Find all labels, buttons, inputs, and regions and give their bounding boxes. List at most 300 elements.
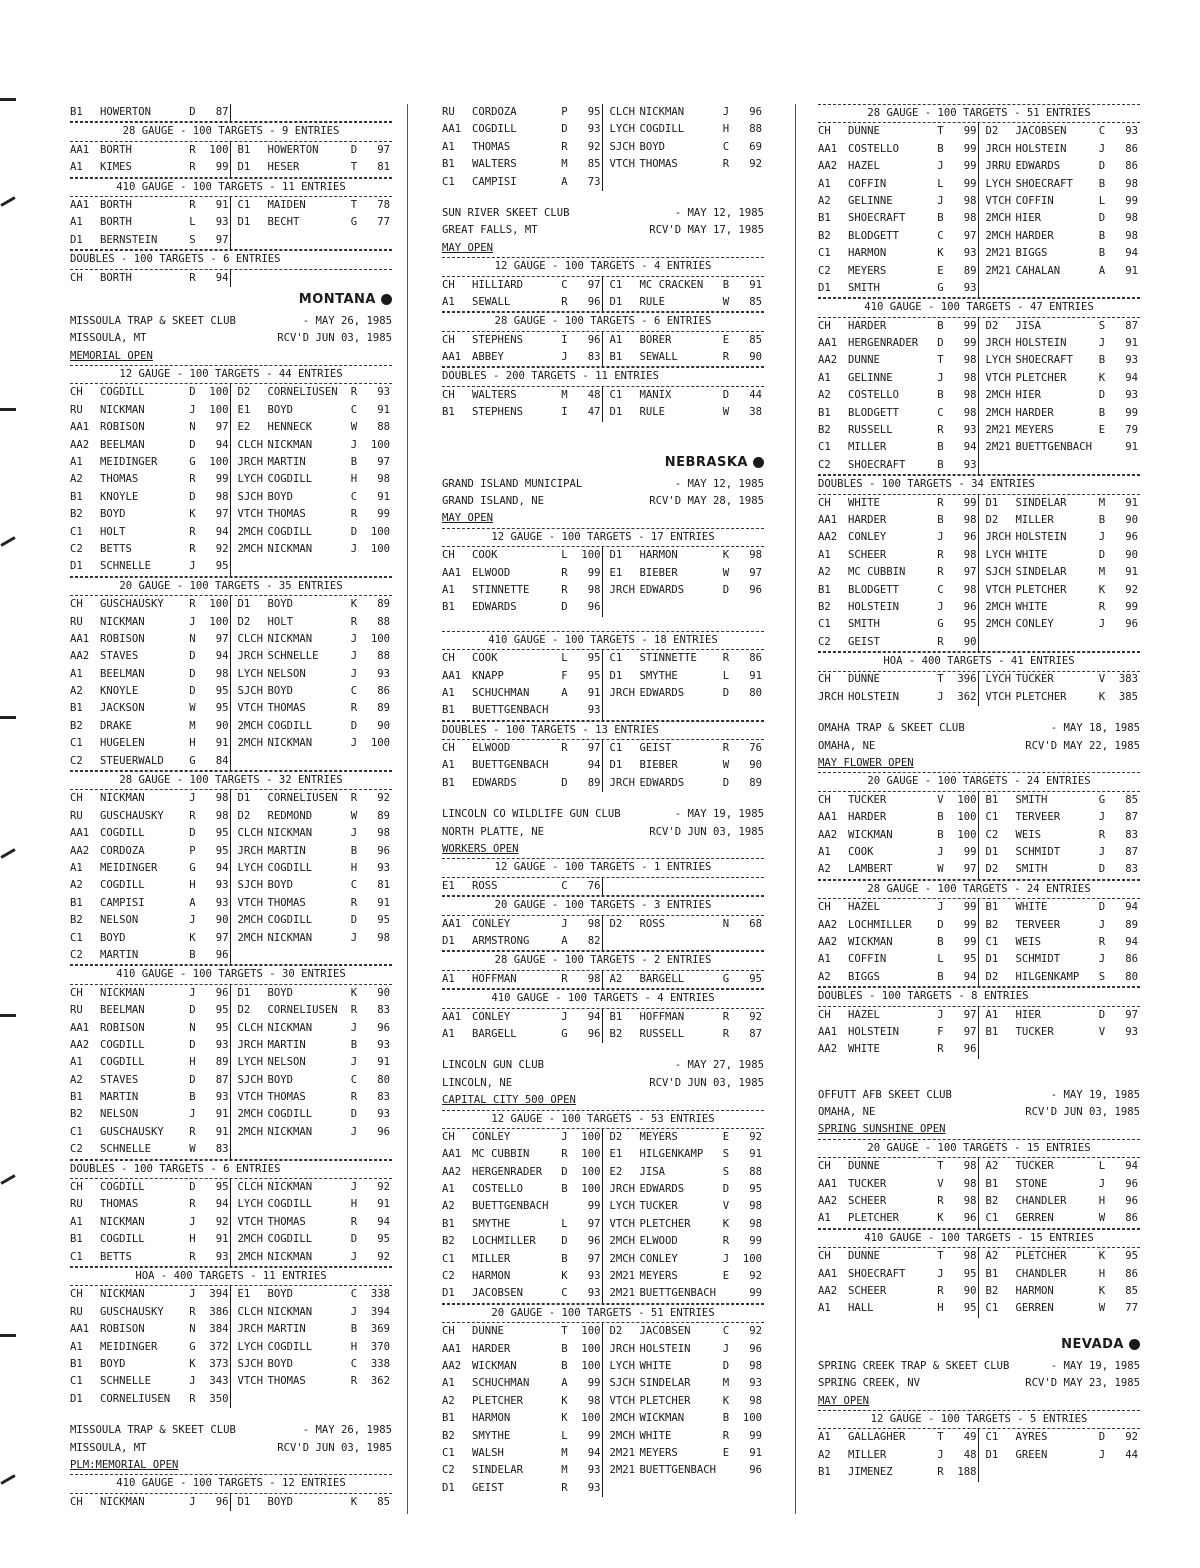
class-code: D1 [985, 953, 999, 966]
class-code: B2 [609, 1027, 623, 1040]
score: 93 [1125, 1025, 1138, 1038]
entry-left [70, 1106, 231, 1123]
shooter-name: LOCHMILLER [848, 918, 912, 931]
entry-right-empty [231, 947, 392, 964]
entry-right [603, 1026, 764, 1043]
handicap-letter: W [937, 863, 944, 876]
class-code: JRCH [818, 690, 844, 703]
shooter-name: BOYD [267, 598, 293, 611]
result-row [70, 1339, 392, 1356]
entry-left [70, 1214, 231, 1231]
class-code: C1 [818, 247, 831, 260]
shooter-name: THOMAS [267, 1215, 306, 1228]
score: 92 [749, 1270, 762, 1283]
score: 96 [963, 600, 977, 613]
class-code: 2M21 [985, 441, 1011, 454]
shooter-name: WALTERS [472, 158, 517, 171]
entry-left [818, 672, 979, 689]
class-code: D2 [985, 319, 999, 332]
entry-left [442, 1410, 603, 1427]
entry-left [442, 1251, 603, 1268]
score: 93 [587, 123, 601, 136]
entry-left [70, 825, 231, 842]
entry-left [818, 1283, 979, 1300]
class-code: A2 [985, 1250, 999, 1263]
club-header [442, 1057, 764, 1109]
entry-left [70, 895, 231, 912]
handicap-letter: R [937, 1466, 944, 1479]
score: 93 [587, 1287, 601, 1300]
entry-right [979, 582, 1140, 599]
shooter-name: MEYERS [639, 1270, 678, 1283]
shooter-name: GUSCHAUSKY [100, 598, 164, 611]
entry-right [603, 121, 764, 138]
shooter-name: EDWARDS [639, 686, 685, 699]
handicap-letter: J [350, 1250, 358, 1263]
class-code: C1 [609, 278, 623, 291]
spacer [70, 1408, 392, 1422]
event-header: 410 GAUGE - 100 TARGETS - 18 ENTRIES [442, 631, 764, 650]
entry-right [603, 685, 764, 702]
handicap-letter: D [722, 686, 730, 699]
entry-left [442, 650, 603, 667]
shooter-name: CHANDLER [1015, 1195, 1067, 1208]
entry-right-empty [979, 634, 1140, 651]
entry-right [603, 1268, 764, 1285]
handicap-letter: D [350, 914, 358, 927]
handicap-letter: R [350, 792, 358, 805]
class-code: CLCH [237, 438, 263, 451]
results-column-1 [70, 104, 392, 1511]
result-row [70, 1196, 392, 1213]
handicap-letter: L [722, 669, 730, 682]
entry-right [603, 1181, 764, 1198]
score: 85 [749, 295, 762, 308]
score: 96 [749, 1342, 762, 1355]
entry-right [603, 565, 764, 582]
result-row [818, 827, 1140, 844]
entry-right-empty [603, 174, 764, 191]
score: 100 [957, 793, 977, 806]
score: 93 [215, 896, 229, 909]
score: 83 [1125, 828, 1138, 841]
entry-right [231, 1304, 392, 1321]
result-row [818, 512, 1140, 529]
handicap-letter: J [1098, 846, 1106, 858]
handicap-letter: D [189, 105, 196, 118]
class-code: AA1 [442, 669, 462, 682]
class-code: VTCH [609, 158, 635, 171]
result-row [70, 232, 392, 250]
class-code: JRCH [609, 583, 635, 596]
result-row [818, 335, 1140, 352]
handicap-letter: G [189, 754, 196, 767]
shooter-name: WHITE [639, 1359, 672, 1372]
entry-left [70, 985, 231, 1002]
score: 90 [963, 635, 977, 648]
score: 99 [1125, 194, 1138, 207]
class-code: AA2 [818, 531, 838, 544]
entry-right [979, 370, 1140, 387]
shooter-name: AYRES [1015, 1431, 1048, 1444]
handicap-letter: M [1098, 496, 1106, 509]
entry-right [979, 547, 1140, 564]
handicap-letter: J [937, 690, 944, 703]
entry-left [442, 916, 603, 933]
shooter-name: CAHALAN [1015, 264, 1061, 277]
score: 94 [215, 650, 229, 663]
received-date: RCV'D MAY 17, 1985 [649, 224, 764, 237]
score: 97 [587, 1252, 601, 1265]
handicap-letter: B [189, 948, 196, 961]
handicap-letter: B [350, 844, 358, 857]
club-line [70, 313, 392, 330]
class-code: C1 [985, 935, 999, 948]
handicap-letter: R [561, 972, 568, 985]
handicap-letter: D [1098, 1431, 1106, 1444]
score: 93 [215, 1038, 229, 1051]
score: 92 [587, 140, 601, 153]
club-line [70, 1422, 392, 1439]
shooter-name: GERREN [1015, 1302, 1054, 1315]
score: 93 [587, 1464, 601, 1477]
class-code: CH [70, 386, 83, 399]
score: 95 [963, 618, 977, 631]
class-code: B2 [818, 600, 831, 613]
class-code: AA2 [818, 160, 838, 173]
club-line [442, 1057, 764, 1074]
class-code: A2 [818, 194, 831, 207]
handicap-letter: L [937, 953, 944, 966]
shooter-name: WALSH [472, 1446, 504, 1459]
shooter-name: STEPHENS [472, 333, 524, 346]
handicap-letter: C [350, 1288, 358, 1301]
score: 383 [1118, 673, 1138, 686]
score: 94 [587, 759, 601, 772]
entry-left [818, 1248, 979, 1265]
result-row [818, 792, 1140, 809]
entry-left [818, 495, 979, 512]
score: 91 [215, 1233, 229, 1246]
event-header: 20 GAUGE - 100 TARGETS - 35 ENTRIES [70, 577, 392, 596]
received-date: RCV'D MAY 28, 1985 [649, 495, 764, 508]
score: 96 [377, 1125, 390, 1138]
shooter-name: HIER [1015, 212, 1041, 225]
class-code: D2 [237, 1004, 251, 1017]
entry-right [979, 792, 1140, 809]
shooter-name: ELWOOD [472, 742, 511, 755]
shooter-name: BOYD [267, 1357, 293, 1370]
class-code: VTCH [237, 702, 263, 715]
shooter-name: WICKMAN [848, 935, 893, 948]
score: 83 [377, 1004, 390, 1017]
class-code: B1 [442, 1412, 455, 1425]
result-row [818, 370, 1140, 387]
shooter-name: RUSSELL [848, 424, 893, 437]
handicap-letter: R [561, 140, 568, 153]
entry-left [818, 1266, 979, 1283]
class-code: AA1 [442, 1010, 462, 1023]
handicap-letter: B [722, 278, 730, 291]
shooter-name: MC CUBBIN [848, 566, 906, 579]
club-city: OMAHA, NE [818, 1106, 876, 1119]
shooter-name: WHITE [1015, 600, 1048, 613]
entry-right [231, 489, 392, 506]
handicap-letter: J [350, 1181, 358, 1194]
handicap-letter: P [561, 105, 568, 118]
class-code: LYCH [237, 1198, 263, 1211]
score: 100 [209, 143, 229, 156]
score: 97 [963, 566, 977, 579]
class-code: CLCH [237, 632, 263, 645]
result-row [818, 422, 1140, 439]
event-header: 12 GAUGE - 100 TARGETS - 53 ENTRIES [442, 1110, 764, 1129]
entry-left [70, 1373, 231, 1390]
handicap-letter: C [350, 1357, 358, 1370]
score: 89 [1125, 918, 1138, 931]
class-code: C1 [985, 1431, 999, 1444]
shooter-name: HILGENKAMP [1015, 970, 1080, 983]
entry-right [603, 294, 764, 311]
class-code: VTCH [237, 508, 263, 521]
class-code: D1 [237, 1495, 251, 1508]
score: 99 [963, 846, 977, 858]
score: 93 [963, 281, 977, 294]
entry-left [818, 352, 979, 369]
shooter-name: SCHNELLE [100, 1375, 152, 1388]
entry-right [603, 1462, 764, 1479]
entry-left [442, 404, 603, 421]
class-code: LYCH [985, 177, 1011, 190]
class-code: 2MCH [237, 1250, 263, 1263]
shooter-name: ELWOOD [639, 1235, 678, 1248]
event-header: 20 GAUGE - 100 TARGETS - 24 ENTRIES [818, 772, 1140, 791]
handicap-letter: T [350, 161, 358, 174]
entry-right [231, 912, 392, 929]
spacer [442, 792, 764, 806]
result-row [70, 1124, 392, 1141]
entry-left [818, 1158, 979, 1175]
class-code: D2 [609, 1325, 623, 1338]
shooter-name: HOLSTEIN [1015, 337, 1067, 350]
score: 95 [215, 827, 229, 840]
class-code: CLCH [237, 827, 263, 840]
score: 95 [215, 1004, 229, 1017]
handicap-letter: E [722, 333, 730, 346]
entry-right [231, 1356, 392, 1373]
entry-right [603, 404, 764, 421]
shooter-name: SINDELAR [639, 1377, 691, 1390]
class-code: A1 [818, 846, 831, 858]
entry-left [818, 951, 979, 968]
event-header: 410 GAUGE - 100 TARGETS - 4 ENTRIES [442, 989, 764, 1008]
handicap-letter: R [189, 1305, 196, 1318]
class-code: LYCH [609, 1359, 635, 1372]
score: 96 [587, 1235, 601, 1248]
shooter-name: KNOYLE [100, 490, 139, 503]
handicap-letter: K [1098, 690, 1106, 703]
event-name: WORKERS OPEN [442, 843, 519, 856]
score: 373 [209, 1357, 229, 1370]
entry-left [70, 419, 231, 436]
class-code: A2 [818, 863, 831, 876]
event-header: 410 GAUGE - 100 TARGETS - 15 ENTRIES [818, 1229, 1140, 1248]
score: 97 [215, 233, 229, 246]
handicap-letter: D [722, 1183, 730, 1196]
handicap-letter: G [561, 1027, 568, 1040]
shooter-name: EDWARDS [472, 776, 517, 789]
shooter-name: BIGGS [1015, 247, 1048, 260]
event-name: MAY OPEN [442, 512, 494, 525]
handicap-letter: B [1098, 406, 1106, 419]
handicap-letter: C [937, 229, 944, 242]
handicap-letter: B [1098, 229, 1106, 242]
class-code: AA2 [442, 1359, 462, 1372]
handicap-letter: B [937, 212, 944, 225]
club-header [818, 1358, 1140, 1410]
class-code: 2MCH [985, 406, 1011, 419]
shooter-name: CONLEY [639, 1252, 678, 1265]
entry-right [231, 471, 392, 488]
score: 68 [749, 917, 762, 930]
class-code: CH [442, 549, 455, 562]
handicap-letter: J [722, 1252, 730, 1265]
entry-left [818, 158, 979, 175]
handicap-letter: C [937, 583, 944, 596]
handicap-letter: R [1098, 828, 1106, 841]
score: 87 [215, 1073, 229, 1086]
class-code: AA2 [70, 844, 90, 857]
shooter-name: COGDILL [267, 473, 313, 486]
class-code: CH [70, 598, 83, 611]
score: 95 [963, 953, 977, 966]
class-code: B1 [609, 351, 623, 364]
handicap-letter: K [722, 1394, 730, 1407]
handicap-letter: D [1098, 212, 1106, 225]
received-date: RCV'D JUN 03, 1985 [277, 1441, 392, 1454]
entry-left [442, 599, 603, 616]
shooter-name: JACOBSEN [472, 1287, 524, 1300]
handicap-letter: J [937, 160, 944, 173]
class-code: D1 [985, 1448, 999, 1461]
class-code: B2 [985, 1284, 999, 1297]
shooter-name: HARDER [848, 811, 887, 824]
class-code: C2 [818, 264, 831, 277]
score: 100 [581, 1325, 601, 1338]
handicap-letter: M [561, 1446, 568, 1459]
handicap-letter: J [350, 650, 358, 663]
entry-left [70, 1286, 231, 1303]
shooter-name: SHOECRAFT [848, 458, 906, 471]
score: 87 [1125, 811, 1138, 824]
entry-left [70, 402, 231, 419]
shooter-name: PLETCHER [848, 1212, 900, 1225]
shooter-name: TUCKER [848, 793, 887, 806]
handicap-letter: R [189, 473, 196, 486]
shooter-name: JISA [639, 1165, 665, 1178]
result-row [70, 384, 392, 401]
shooter-name: BOYD [267, 1288, 293, 1301]
score: 98 [749, 1217, 762, 1230]
shooter-name: MC CRACKEN [639, 278, 704, 291]
score: 96 [1125, 1177, 1138, 1190]
result-row [442, 702, 764, 720]
shooter-name: DUNNE [848, 673, 880, 686]
shooter-name: NICKMAN [267, 931, 313, 944]
result-row [442, 1164, 764, 1181]
score: 100 [209, 598, 229, 611]
handicap-letter: V [1098, 1025, 1106, 1038]
shooter-name: EDWARDS [639, 776, 685, 789]
club-line [442, 1075, 764, 1092]
entry-right [231, 718, 392, 735]
score: 95 [377, 1233, 390, 1246]
class-code: A2 [70, 879, 83, 892]
shooter-name: LOCHMILLER [472, 1235, 536, 1248]
entry-right [979, 1193, 1140, 1210]
entry-left [70, 1356, 231, 1373]
entry-right [979, 917, 1140, 934]
shooter-name: CONLEY [1015, 618, 1054, 631]
result-row [442, 1428, 764, 1445]
entry-left [70, 947, 231, 964]
shooter-name: SCHNELLE [100, 1143, 152, 1156]
result-row [442, 599, 764, 616]
score: 100 [581, 1148, 601, 1161]
class-code: A1 [818, 1431, 831, 1444]
result-row [442, 971, 764, 989]
handicap-letter: H [937, 1302, 944, 1315]
entry-right [231, 877, 392, 894]
class-code: E1 [609, 1148, 623, 1161]
class-code: C2 [70, 948, 83, 961]
entry-left [442, 758, 603, 775]
class-code: C1 [609, 742, 623, 755]
entry-right [603, 1233, 764, 1250]
handicap-letter: M [561, 158, 568, 171]
column-divider [795, 104, 796, 1514]
class-code: A1 [70, 161, 83, 174]
entry-right [979, 1176, 1140, 1193]
shooter-name: PLETCHER [639, 1394, 691, 1407]
handicap-letter: D [189, 650, 196, 663]
result-row [442, 650, 764, 667]
score: 91 [215, 198, 229, 211]
event-header: 20 GAUGE - 100 TARGETS - 15 ENTRIES [818, 1139, 1140, 1158]
class-code: AA1 [442, 1148, 462, 1161]
shooter-name: BOYD [100, 508, 126, 521]
class-code: B2 [818, 424, 831, 437]
score: 370 [370, 1340, 390, 1353]
score: 99 [963, 337, 977, 350]
result-row [70, 666, 392, 683]
class-code: A1 [442, 686, 455, 699]
handicap-letter: T [937, 125, 944, 138]
result-row [442, 933, 764, 951]
entry-right [979, 934, 1140, 951]
result-row [70, 1249, 392, 1267]
result-row [818, 245, 1140, 262]
shooter-name: SCHUCHMAN [472, 686, 530, 699]
entry-right [231, 506, 392, 523]
result-row [442, 668, 764, 685]
handicap-letter: E [937, 264, 944, 277]
class-code: A2 [609, 972, 623, 985]
result-row [818, 176, 1140, 193]
shooter-name: GERREN [1015, 1212, 1054, 1225]
entry-left [818, 335, 979, 352]
shooter-name: HOLSTEIN [848, 690, 900, 703]
